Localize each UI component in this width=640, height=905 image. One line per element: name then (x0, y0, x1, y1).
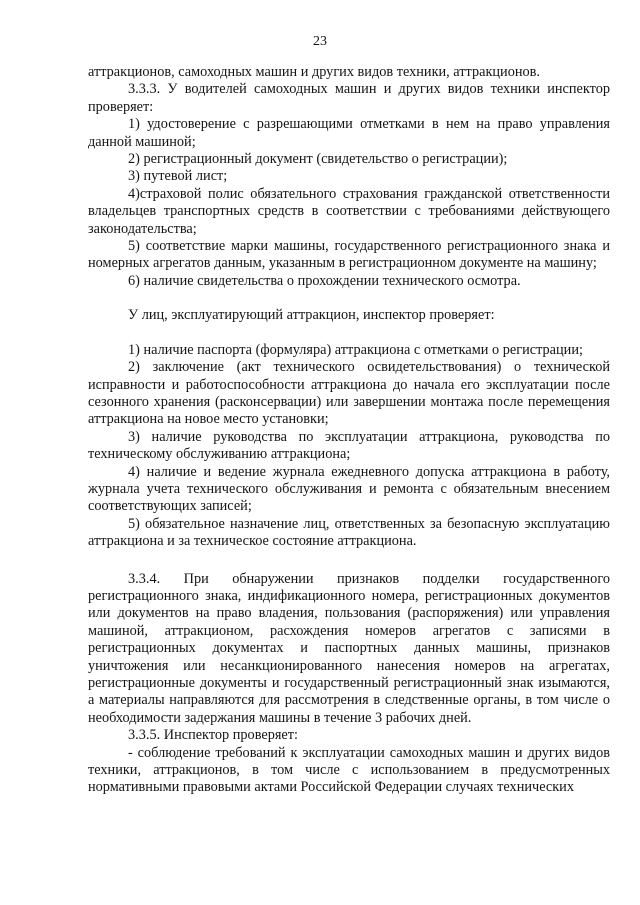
list-item: 6) наличие свидетельства о прохождении технического осмотра. (128, 272, 521, 289)
list-item: 1) удостоверение с разрешающими отметками в нем на право управления данной машиной; (88, 116, 610, 150)
list-item: 1) наличие паспорта (формуляра) аттракциона с отметками о регистрации; (128, 341, 583, 358)
list-item: 3) наличие руководства по эксплуатации аттракциона, руководства по техническому обслуживанию аттракциона; (88, 428, 610, 463)
section-3-3-3-heading: 3.3.3. У водителей самоходных машин и других видов техники инспектор проверяет: (88, 81, 610, 115)
list-item: 4) наличие и ведение журнала ежедневного допуска аттракциона в работу, журнала учета технического обслуживания и ремонта с обязательным внесением соответствующих записей; (88, 463, 610, 515)
page-number: 23 (313, 34, 327, 49)
section-3-3-5-paragraph: - соблюдение требований к эксплуатации самоходных машин и других видов техники, аттракционов, в том числе с использованием в предусмотренных нормативными правовыми актами Российской Федерации случаях технических (88, 744, 610, 796)
list-item: 4)страховой полис обязательного страхования гражданской ответственности владельцев транспортных средств в соответствии с требованиями действующего законодательства; (88, 185, 610, 237)
list-item: 3) путевой лист; (128, 168, 228, 185)
list-item: 5) соответствие марки машины, государственного регистрационного знака и номерных агрегатов данным, указанным в регистрационном документе на машину; (88, 238, 610, 272)
list-item: 5) обязательное назначение лиц, ответственных за безопасную эксплуатацию аттракциона и за техническое состояние аттракциона. (88, 515, 610, 550)
section-3-3-5-heading: 3.3.5. Инспектор проверяет: (128, 727, 298, 744)
page-body (88, 64, 610, 797)
attraction-check-heading: У лиц, эксплуатирующий аттракцион, инспектор проверяет: (128, 307, 495, 324)
list-item: 2) заключение (акт технического освидетельствования) о технической исправности и работоспособности аттракциона до начала его эксплуатации после сезонного хранения (расконсервации) или завершении монтажа после перемещения аттракциона на новое место установки; (88, 359, 610, 428)
list-item: 2) регистрационный документ (свидетельство о регистрации); (128, 151, 508, 168)
section-3-3-4-paragraph: 3.3.4. При обнаружении признаков подделки государственного регистрационного знака, индификационного номера, регистрационных документов или документов на право владения, пользования (распоряжения) или управления машиной, аттракционом, расхождения номеров агрегатов с записями в регистрационных документах и паспортных данных машины, признаков уничтожения или несанкционированного нанесения номеров на агрегатах, регистрационные документы и государственный регистрационный знак изымаются, а материалы направляются для рассмотрения в следственные органы, в том числе о необходимости задержания машины в течение 3 рабочих дней. (88, 570, 610, 726)
paragraph: аттракционов, самоходных машин и других видов техники, аттракционов. (88, 64, 540, 80)
